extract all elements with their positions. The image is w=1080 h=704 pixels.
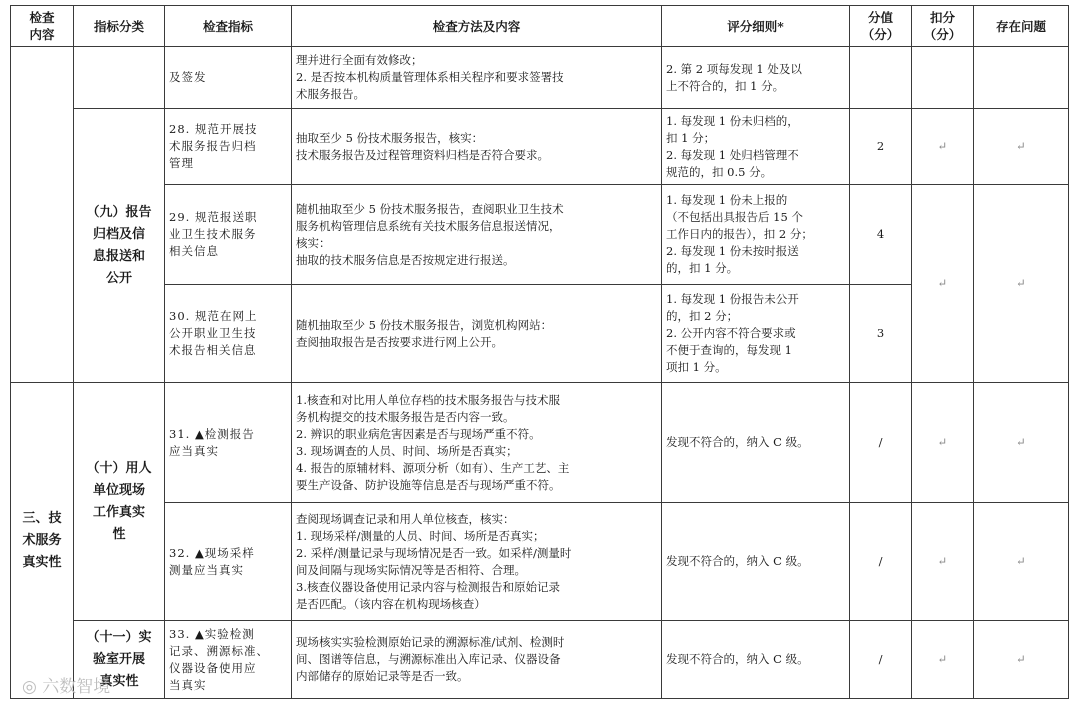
scoring-cell: 发现不符合的，纳入 C 级。 [662,621,850,699]
method-cell: 1.核查和对比用人单位存档的技术服务报告与技术服 务机构提交的技术服务报告是否内容一致。 2. 辨识的职业病危害因素是否与现场严重不符。 3. 现场调查的人员、时间、场所是否真实； 4. 报告的原辅材料、源项分析（如有）、生产工艺、主 要生产设备、防护设施等信息是否与现场严重不符。 [292,383,662,503]
deduction-cell: ↵ [912,109,974,185]
indicator-cell: 32. ▲现场采样 测量应当真实 [165,503,292,621]
category-cell-empty [74,47,165,109]
score-cell: 4 [850,185,912,285]
table-row [11,285,1069,383]
header-content: 检查 内容 [11,6,74,47]
header-score: 分值 （分） [850,6,912,47]
table-row [11,503,1069,621]
inspection-table [10,5,1069,699]
header-indicator: 检查指标 [165,6,292,47]
issues-cell: ↵ [974,185,1069,383]
issues-cell [974,47,1069,109]
indicator-cell: 29. 规范报送职 业卫生技术服务 相关信息 [165,185,292,285]
scoring-cell: 2. 第 2 项每发现 1 处及以 上不符合的，扣 1 分。 [662,47,850,109]
scoring-cell: 1. 每发现 1 份未上报的 （不包括出具报告后 15 个 工作日内的报告），扣 2 分； 2. 每发现 1 份未按时报送 的，扣 1 分。 [662,185,850,285]
method-cell: 理并进行全面有效修改； 2. 是否按本机构质量管理体系相关程序和要求签署技 术服务报告。 [292,47,662,109]
indicator-cell: 33. ▲实验检测 记录、溯源标准、 仪器设备使用应 当真实 [165,621,292,699]
indicator-cell: 及签发 [165,47,292,109]
indicator-cell: 28. 规范开展技 术服务报告归档 管理 [165,109,292,185]
table-row [11,47,1069,109]
table-row [11,621,1069,699]
issues-cell: ↵ [974,621,1069,699]
scoring-cell: 1. 每发现 1 份报告未公开 的，扣 2 分； 2. 公开内容不符合要求或 不便于查询的，每发现 1 项扣 1 分。 [662,285,850,383]
method-cell: 现场核实实验检测原始记录的溯源标准/试剂、检测时 间、图谱等信息，与溯源标准出入库记录、仪器设备 内部储存的原始记录等是否一致。 [292,621,662,699]
method-cell: 随机抽取至少 5 份技术服务报告，浏览机构网站： 查阅抽取报告是否按要求进行网上公开。 [292,285,662,383]
content-cell-empty [11,47,74,383]
scoring-cell: 发现不符合的，纳入 C 级。 [662,383,850,503]
deduction-cell [912,47,974,109]
header-method: 检查方法及内容 [292,6,662,47]
indicator-cell: 31. ▲检测报告 应当真实 [165,383,292,503]
indicator-cell: 30. 规范在网上 公开职业卫生技 术报告相关信息 [165,285,292,383]
score-cell: / [850,383,912,503]
method-cell: 随机抽取至少 5 份技术服务报告，查阅职业卫生技术 服务机构管理信息系统有关技术服务信息报送情况， 核实： 抽取的技术服务信息是否按规定进行报送。 [292,185,662,285]
category-11: （十一）实 验室开展 真实性 [74,621,165,699]
issues-cell: ↵ [974,383,1069,503]
score-cell: / [850,503,912,621]
header-row [11,6,1069,47]
table-row [11,383,1069,503]
issues-cell: ↵ [974,109,1069,185]
scoring-cell: 1. 每发现 1 份未归档的， 扣 1 分； 2. 每发现 1 处归档管理不 规范的，扣 0.5 分。 [662,109,850,185]
table-row [11,109,1069,185]
score-cell: 2 [850,109,912,185]
header-issues: 存在问题 [974,6,1069,47]
deduction-cell: ↵ [912,503,974,621]
scoring-cell: 发现不符合的，纳入 C 级。 [662,503,850,621]
score-cell: 3 [850,285,912,383]
score-cell: / [850,621,912,699]
method-cell: 查阅现场调查记录和用人单位核查，核实： 1. 现场采样/测量的人员、时间、场所是否真实； 2. 采样/测量记录与现场情况是否一致。如采样/测量时 间及间隔与现场实际情况等是否相符、合理。 3.核查仪器设备使用记录内容与检测报告和原始记录 是否匹配。（该内容在机构现场核查） [292,503,662,621]
header-category: 指标分类 [74,6,165,47]
deduction-cell: ↵ [912,621,974,699]
deduction-cell: ↵ [912,185,974,383]
issues-cell: ↵ [974,503,1069,621]
section-3-label: 三、技 术服务 真实性 [11,383,74,699]
category-9: （九）报告 归档及信 息报送和 公开 [74,109,165,383]
table-row [11,185,1069,285]
method-cell: 抽取至少 5 份技术服务报告，核实： 技术服务报告及过程管理资料归档是否符合要求。 [292,109,662,185]
category-10: （十）用人 单位现场 工作真实 性 [74,383,165,621]
header-deduction: 扣分 （分） [912,6,974,47]
deduction-cell: ↵ [912,383,974,503]
watermark: ◎ 六数智境 [22,677,111,697]
header-scoring: 评分细则* [662,6,850,47]
score-cell [850,47,912,109]
